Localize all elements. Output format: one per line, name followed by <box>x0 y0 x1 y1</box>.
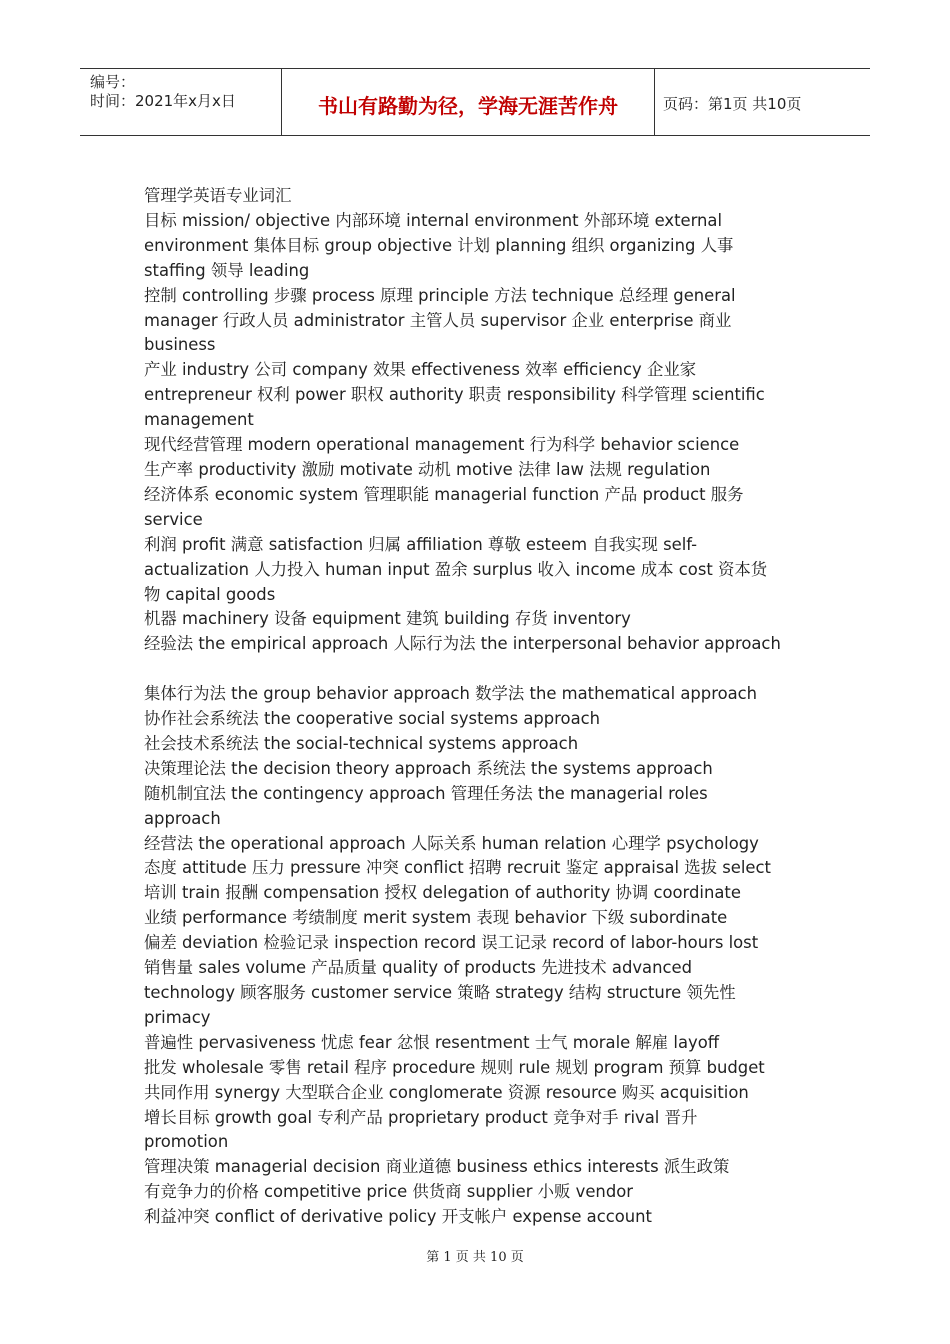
text-line: 协作社会系统法 the cooperative social systems approach <box>144 709 601 729</box>
text-line: 随机制宜法 the contingency approach 管理任务法 the managerial roles <box>144 783 708 803</box>
text-line: 管理学英语专业词汇 <box>144 186 292 205</box>
text-line: 控制 controlling 步骤 process 原理 principle 方法 technique 总经理 general <box>144 285 736 305</box>
text-line: 机器 machinery 设备 equipment 建筑 building 存货 inventory <box>144 609 631 629</box>
text-line: 集体行为法 the group behavior approach 数学法 the mathematical approach <box>144 684 758 704</box>
text-line: 态度 attitude 压力 pressure 冲突 conflict 招聘 recruit 鉴定 appraisal 选拔 select <box>144 858 771 878</box>
text-line: 现代经营管理 modern operational management 行为科学 behavior science <box>144 435 740 455</box>
text-line: 增长目标 growth goal 专利产品 proprietary product 竞争对手 rival 晋升 <box>144 1107 698 1127</box>
text-line: management <box>144 410 254 430</box>
text-line: 社会技术系统法 the social-technical systems approach <box>144 733 579 753</box>
text-line: 有竞争力的价格 competitive price 供货商 supplier 小贩 vendor <box>144 1182 633 1202</box>
text-line: 管理决策 managerial decision 商业道德 business ethics interests 派生政策 <box>144 1157 730 1177</box>
text-line: 培训 train 报酬 compensation 授权 delegation of authority 协调 coordinate <box>144 883 741 903</box>
text-line: 产业 industry 公司 company 效果 effectiveness 效率 efficiency 企业家 <box>144 360 697 380</box>
text-line: 经营法 the operational approach 人际关系 human relation 心理学 psychology <box>144 833 759 853</box>
text-line: business <box>144 335 216 355</box>
header-motto: 书山有路勤为径，学海无涯苦作舟 <box>282 69 655 135</box>
text-line: 物 capital goods <box>144 584 276 604</box>
text-line: promotion <box>144 1132 229 1152</box>
text-line: approach <box>144 808 221 828</box>
page-header <box>80 68 870 136</box>
text-line: 决策理论法 the decision theory approach 系统法 the systems approach <box>144 758 713 778</box>
header-meta <box>80 69 282 135</box>
text-line: actualization 人力投入 human input 盈余 surplus 收入 income 成本 cost 资本货 <box>144 559 768 579</box>
text-line: service <box>144 509 203 529</box>
text-line: 批发 wholesale 零售 retail 程序 procedure 规则 rule 规划 program 预算 budget <box>144 1057 765 1077</box>
vocabulary-body <box>144 184 814 1230</box>
text-line: 业绩 performance 考绩制度 merit system 表现 behavior 下级 subordinate <box>144 908 728 928</box>
text-line: entrepreneur 权利 power 职权 authority 职责 responsibility 科学管理 scientific <box>144 385 765 405</box>
text-line: 生产率 productivity 激励 motivate 动机 motive 法律 law 法规 regulation <box>144 459 711 479</box>
text-line: manager 行政人员 administrator 主管人员 supervisor 企业 enterprise 商业 <box>144 310 732 330</box>
text-line: 普遍性 pervasiveness 忧虑 fear 忿恨 resentment 士气 morale 解雇 layoff <box>144 1032 720 1052</box>
time-label: 时间：2021年x月x日 <box>90 92 236 110</box>
text-line: technology 顾客服务 customer service 策略 strategy 结构 structure 领先性 <box>144 982 736 1002</box>
text-line: 目标 mission/ objective 内部环境 internal environment 外部环境 external <box>144 210 723 230</box>
text-line: 销售量 sales volume 产品质量 quality of products 先进技术 advanced <box>144 958 692 978</box>
text-line <box>144 657 814 682</box>
page-footer: 第 1 页 共 10 页 <box>426 1250 524 1265</box>
text-line: 利益冲突 conflict of derivative policy 开支帐户 expense account <box>144 1207 652 1227</box>
text-line: environment 集体目标 group objective 计划 planning 组织 organizing 人事 <box>144 235 734 255</box>
text-line: primacy <box>144 1007 211 1027</box>
number-label: 编号： <box>90 73 136 91</box>
text-line: 经济体系 economic system 管理职能 managerial function 产品 product 服务 <box>144 484 744 504</box>
header-page-info: 页码：第1页 共10页 <box>663 94 802 113</box>
text-line: 经验法 the empirical approach 人际行为法 the interpersonal behavior approach <box>144 634 781 654</box>
text-line: staffing 领导 leading <box>144 260 310 280</box>
text-line: 利润 profit 满意 satisfaction 归属 affiliation 尊敬 esteem 自我实现 self- <box>144 534 698 554</box>
text-line: 共同作用 synergy 大型联合企业 conglomerate 资源 resource 购买 acquisition <box>144 1082 749 1102</box>
text-line: 偏差 deviation 检验记录 inspection record 误工记录 record of labor-hours lost <box>144 933 759 953</box>
